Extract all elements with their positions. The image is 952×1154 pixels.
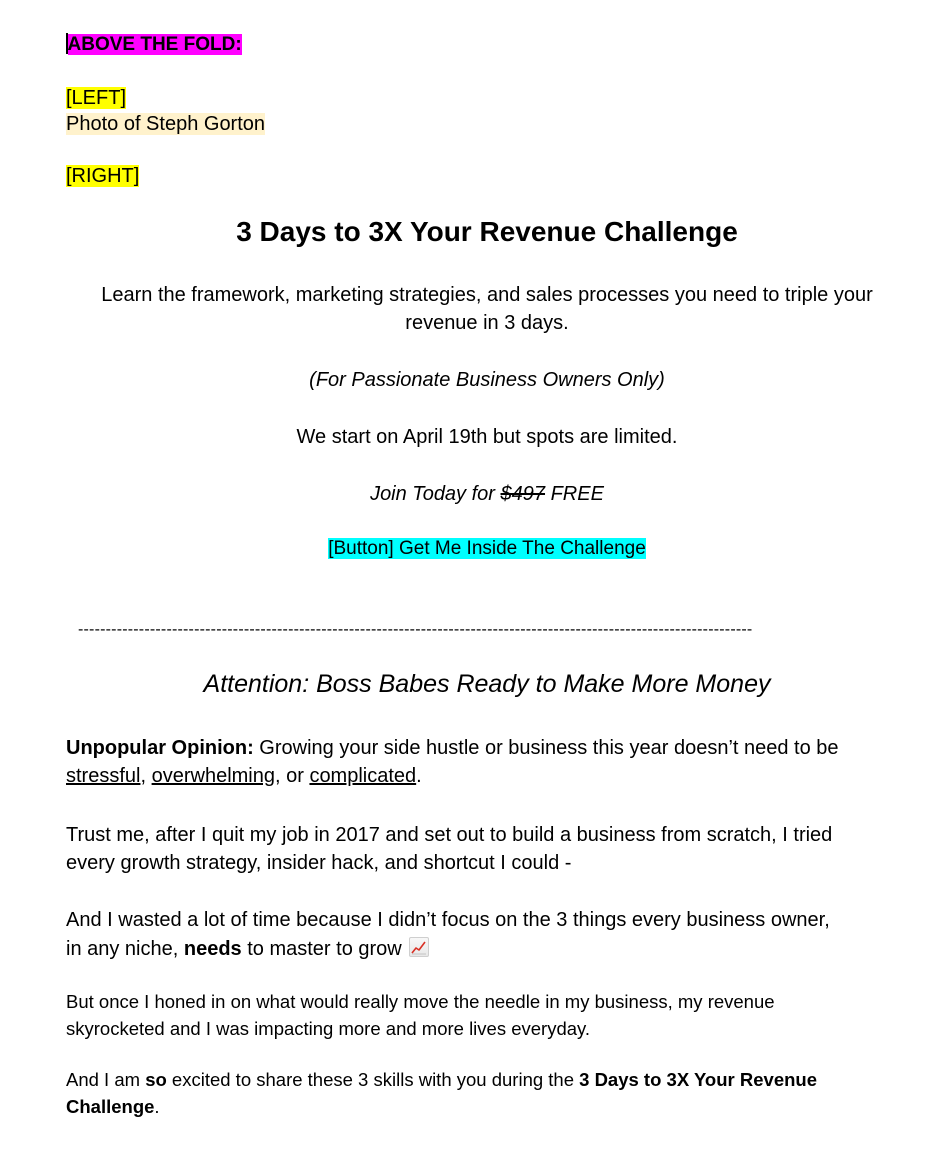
right-tag: [RIGHT]: [66, 165, 140, 187]
paragraph-1-line-1: [66, 734, 839, 762]
period: .: [416, 765, 422, 787]
p5-middle: excited to share these 3 skills with you during the: [166, 1069, 580, 1090]
right-tag-line: [66, 162, 139, 190]
p1-text: Growing your side hustle or business this year doesn’t need to be: [253, 737, 839, 759]
paragraph-4-line-1: But once I honed in on what would really move the needle in my business, my revenue: [66, 991, 775, 1012]
challenge-name-part-1: 3 Days to 3X Your Revenue: [579, 1069, 817, 1090]
needs-emphasis: needs: [183, 938, 242, 960]
paragraph-2-line-2: every growth strategy, insider hack, and shortcut I could -: [66, 852, 572, 874]
paragraph-2-line-1: Trust me, after I quit my job in 2017 and set out to build a business from scratch, I tried: [66, 824, 833, 846]
paragraph-4-line-2: skyrocketed and I was impacting more and more lives everyday.: [66, 1018, 591, 1039]
join-offer: [66, 480, 908, 508]
separator: , or: [274, 765, 310, 787]
p5-prefix: And I am: [66, 1069, 146, 1090]
p3-suffix: to master to grow: [241, 938, 408, 960]
left-tag-line: [66, 84, 126, 112]
hero-subtitle: Learn the framework, marketing strategies, and sales processes you need to triple your revenue in 3 days.: [101, 284, 873, 334]
paragraph-3-line-1: And I wasted a lot of time because I didn’t focus on the 3 things every business owner,: [66, 909, 830, 931]
button-placeholder-line: [66, 534, 908, 563]
left-tag: [LEFT]: [66, 87, 127, 109]
word-complicated: complicated: [309, 765, 417, 787]
paragraph-5-line-2: [66, 1093, 160, 1120]
paragraph-3-line-2: [66, 935, 429, 963]
challenge-name-part-2: Challenge: [66, 1096, 155, 1117]
word-stressful: stressful: [66, 765, 141, 787]
period: .: [154, 1096, 160, 1117]
word-overwhelming: overwhelming: [151, 765, 275, 787]
join-suffix: FREE: [545, 483, 604, 505]
paragraph-5-line-1: [66, 1066, 817, 1093]
section-divider: --------------------------------------------------------------------------------------------------------------------------: [78, 621, 753, 638]
audience-note: (For Passionate Business Owners Only): [309, 369, 665, 391]
cta-button-placeholder: [Button] Get Me Inside The Challenge: [328, 538, 646, 559]
join-prefix: Join Today for: [370, 483, 501, 505]
above-fold-label: ABOVE THE FOLD:: [67, 34, 242, 55]
unpopular-opinion-label: Unpopular Opinion:: [66, 737, 254, 759]
paragraph-1-line-2: [66, 762, 422, 790]
photo-line: [66, 110, 265, 138]
p3-prefix: in any niche,: [66, 938, 184, 960]
so-emphasis: so: [145, 1069, 167, 1090]
chart-increasing-icon: [409, 937, 429, 957]
page-title: 3 Days to 3X Your Revenue Challenge: [236, 216, 738, 247]
start-date-text: We start on April 19th but spots are limited.: [296, 426, 678, 448]
separator: ,: [140, 765, 152, 787]
attention-heading: Attention: Boss Babes Ready to Make More Money: [203, 670, 771, 698]
photo-placeholder-text: Photo of Steph Gorton: [66, 113, 266, 135]
above-fold-line: [66, 30, 242, 59]
old-price: $497: [500, 483, 546, 505]
